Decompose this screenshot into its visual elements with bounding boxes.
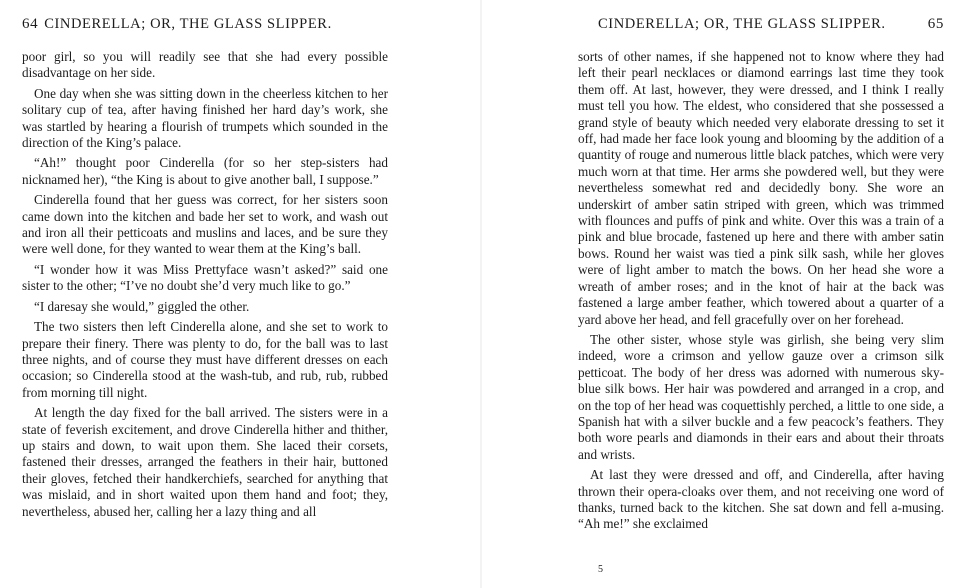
paragraph: Cinderella found that her guess was correct, for her sisters soon came down into the kitchen and bade her set to work, and wash out and iron all their petticoats and muslins and laces, and be sure they were well done, for they wanted to wear them at the King’s ball.: [22, 192, 388, 257]
paragraph: sorts of other names, if she happened not to know where they had left their pearl necklaces or diamond earrings last time they took them off. At last, however, they were dressed, and I think I really must tell you how. The eldest, who considered that she possessed a grand style of beauty which needed very elaborate dressing to set it off, had made her face look young and blooming by the addition of a quantity of rouge and numerous little black patches, which were very much worn at that time. Her arms she powdered well, but they were nevertheless somewhat red and decidedly bony. She wore an underskirt of amber satin striped with green, which was trimmed with flounces and puffs of pink and white. Over this was a train of a pink and blue brocade, fastened up here and there with amber satin bows. Round her waist was tied a pink silk sash, while her gloves were of light amber to match the bows. On her head she wore a wreath of amber roses; and in the knot of hair at the back was fastened a large amber feather, which towered about a quarter of a yard above her head, and fell gracefully over on her forehead.: [578, 49, 944, 327]
left-page: [22, 0, 388, 588]
right-body-text: [578, 49, 944, 533]
right-running-title: CINDERELLA; OR, THE GLASS SLIPPER.: [598, 16, 886, 32]
paragraph: “Ah!” thought poor Cinderella (for so her step-sisters had nicknamed her), “the King is about to give another ball, I suppose.”: [22, 155, 388, 187]
paragraph: “I daresay she would,” giggled the other.: [34, 298, 250, 314]
paragraph: poor girl, so you will readily see that she had every possible disadvantage on her side.: [22, 49, 388, 81]
left-running-title: CINDERELLA; OR, THE GLASS SLIPPER.: [44, 16, 332, 32]
left-running-header: [22, 16, 388, 38]
paragraph: At last they were dressed and off, and Cinderella, after having thrown their opera-cloaks over them, and not receiving one word of thanks, turned back to the kitchen. She sat down and fell a-musing. “Ah me!” she exclaimed: [578, 467, 944, 532]
signature-mark: 5: [598, 564, 603, 575]
paragraph: “I wonder how it was Miss Prettyface wasn’t asked?” said one sister to the other; “I’ve no doubt she’d very much like to go.”: [22, 261, 388, 294]
left-body-text: [22, 49, 388, 520]
paragraph: The two sisters then left Cinderella alone, and she set to work to prepare their finery. There was plenty to do, for the ball was to last three nights, and of course they must have different dresses on each occasion; so Cinderella stood at the wash-tub, and rub, rub, rubbed from morning till night.: [22, 319, 388, 400]
paragraph: One day when she was sitting down in the cheerless kitchen to her solitary cup of tea, after having finished her hard day’s work, she was startled by hearing a flourish of trumpets which sounded in the direction of the King’s palace.: [22, 85, 388, 151]
left-page-number: 64: [22, 16, 39, 32]
right-running-header: [578, 16, 944, 38]
paragraph: At length the day fixed for the ball arrived. The sisters were in a state of feverish excitement, and drove Cinderella hither and thither, up stairs and down, to wait upon them. She laced their corsets, fastened their dresses, arranged the feathers in their hair, buttoned their gloves, fetched their handkerchiefs, searched for anything that was mislaid, and in short waited upon them hand and foot; they, nevertheless, abused her, calling her a lazy thing and all: [22, 405, 388, 519]
paragraph: The other sister, whose style was girlish, she being very slim indeed, wore a crimson and yellow gauze over a crimson silk petticoat. The body of her dress was adorned with numerous sky-blue silk bows. Her hair was powdered and arranged in a crop, and on the top of her head was coquettishly perched, a little to one side, a Spanish hat with a silver buckle and a few peacock’s feathers. They both wore pearls and diamonds in their ears and about their throats and wrists.: [578, 331, 944, 462]
right-page-number: 65: [927, 16, 944, 32]
right-page: [578, 0, 944, 588]
page-gutter: [480, 0, 482, 588]
